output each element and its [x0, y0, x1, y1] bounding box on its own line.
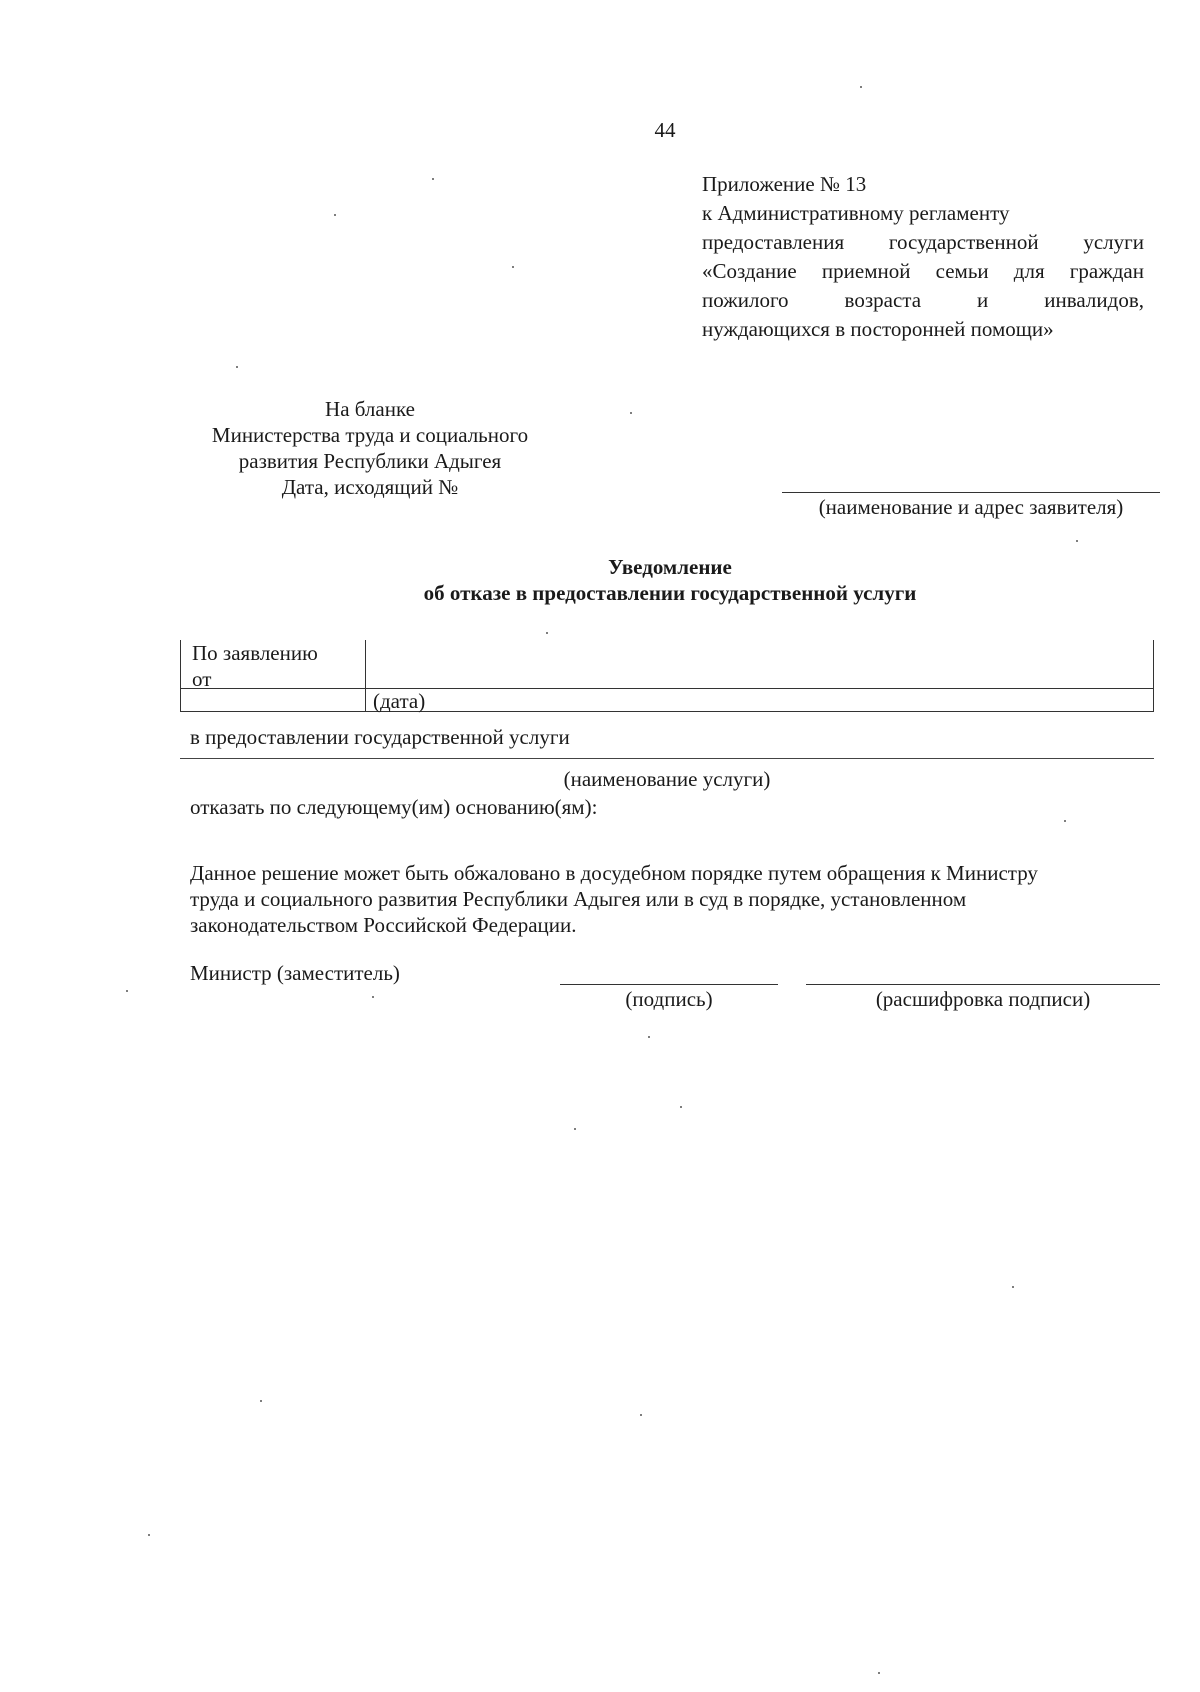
appeal-line-1: Данное решение может быть обжаловано в досудебном порядке путем обращения к Министру [190, 861, 1038, 885]
appeal-paragraph [190, 860, 1150, 938]
scan-speck [648, 1036, 650, 1038]
scan-speck [640, 1414, 642, 1416]
scan-speck [546, 632, 548, 634]
signature-decoding-caption: (расшифровка подписи) [875, 987, 1091, 1011]
service-line [180, 758, 1154, 759]
appendix-block [702, 170, 1144, 344]
notice-heading [270, 554, 1070, 606]
applicant-line [782, 492, 1160, 493]
scan-speck [860, 86, 862, 88]
applicant-caption: (наименование и адрес заявителя) [818, 495, 1124, 519]
application-label [192, 640, 318, 692]
letterhead-block [170, 396, 570, 500]
scan-speck [1064, 820, 1066, 822]
scan-speck [260, 1400, 262, 1402]
notice-title: Уведомление [608, 555, 732, 579]
appendix-line-1: к Административному регламенту [702, 201, 1010, 225]
signature-caption: (подпись) [625, 987, 713, 1011]
application-label-line-1: По заявлению [192, 641, 318, 665]
application-table [180, 640, 1154, 712]
appeal-line-3: законодательством Российской Федерации. [190, 913, 577, 937]
scan-speck [334, 214, 336, 216]
notice-subtitle: об отказе в предоставлении государственной услуги [423, 581, 917, 605]
table-divider-vertical [365, 640, 366, 711]
appendix-line-4: пожилого возраста и инвалидов, [702, 288, 1144, 312]
table-divider-horizontal [181, 688, 1153, 689]
appendix-line-3: «Создание приемной семьи для граждан [702, 259, 1144, 283]
service-caption: (наименование услуги) [563, 767, 771, 791]
letterhead-line-4: Дата, исходящий № [281, 475, 459, 499]
scan-speck [1076, 540, 1078, 542]
scan-speck [126, 990, 128, 992]
appeal-line-2: труда и социального развития Республики Адыгея или в суд в порядке, установленном [190, 887, 967, 911]
letterhead-line-3: развития Республики Адыгея [238, 449, 502, 473]
letterhead-line-1: На бланке [325, 397, 415, 421]
scan-speck [878, 1672, 880, 1674]
application-label-line-2: от [192, 667, 212, 691]
page-number: 44 [654, 118, 676, 142]
date-caption: (дата) [373, 689, 426, 713]
scan-speck [630, 412, 632, 414]
refusal-text: отказать по следующему(им) основанию(ям): [190, 795, 598, 819]
scan-speck [432, 178, 434, 180]
scan-speck [1012, 1286, 1014, 1288]
service-text: в предоставлении государственной услуги [190, 725, 570, 749]
scan-speck [680, 1106, 682, 1108]
scan-speck [236, 366, 238, 368]
appendix-title: Приложение № 13 [702, 172, 867, 196]
scan-speck [574, 1128, 576, 1130]
appendix-line-5: нуждающихся в посторонней помощи» [702, 317, 1054, 341]
scan-speck [512, 266, 514, 268]
signature-decoding-line [806, 984, 1160, 985]
scan-speck [372, 996, 374, 998]
letterhead-line-2: Министерства труда и социального [211, 423, 529, 447]
signature-line [560, 984, 778, 985]
scan-speck [148, 1534, 150, 1536]
signatory-position: Министр (заместитель) [190, 961, 400, 985]
appendix-line-2: предоставления государственной услуги [702, 230, 1144, 254]
